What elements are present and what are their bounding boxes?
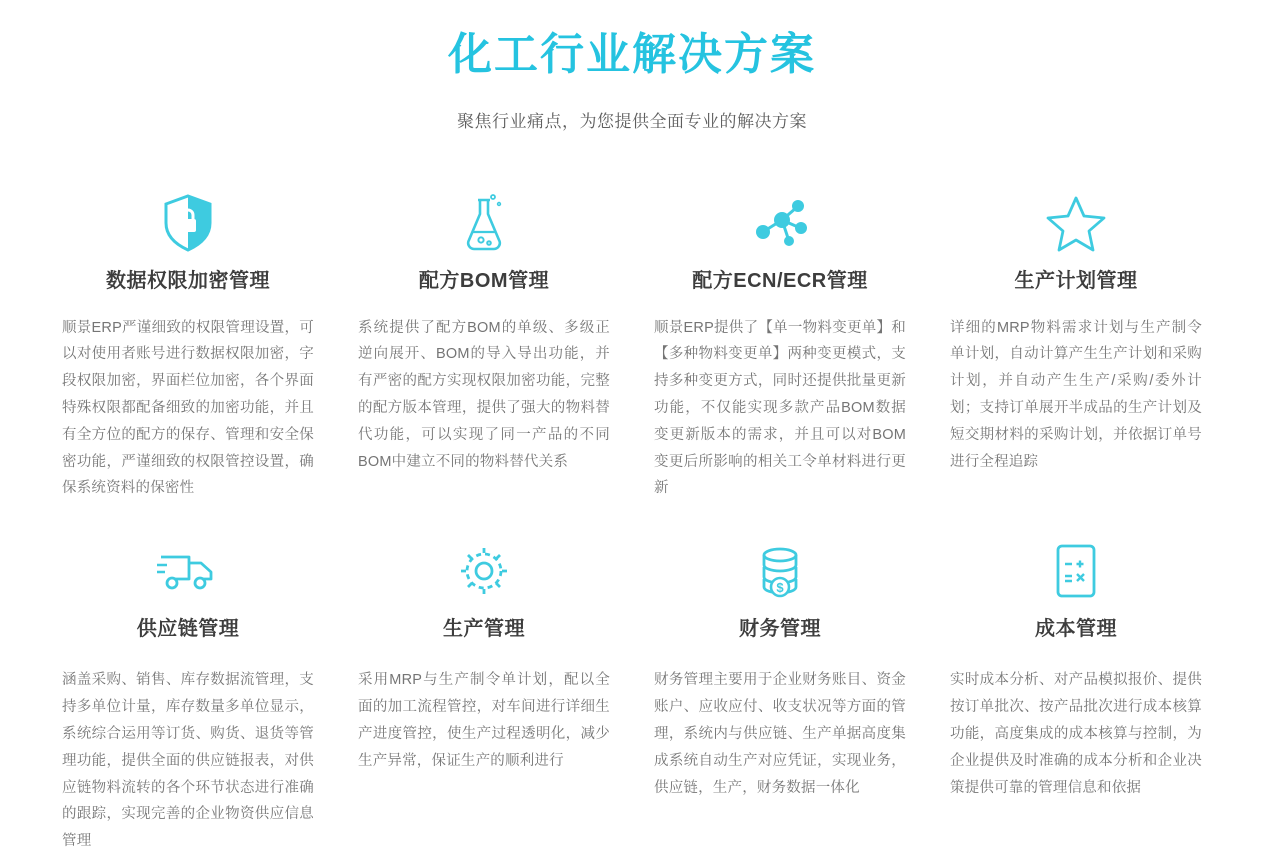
svg-text:$: $ bbox=[776, 580, 784, 596]
card-title: 数据权限加密管理 bbox=[106, 269, 270, 292]
solution-card bbox=[40, 190, 336, 503]
star-icon bbox=[950, 190, 1202, 256]
card-description: 顺景ERP严谨细致的权限管理设置，可以对使用者账号进行数据权限加密，字段权限加密，界面栏位加密，各个界面特殊权限都配备细致的加密功能，并且有全方位的配方的保存、管理和安全保密功能，严谨细致的权限管控设置，确保系统资料的保密性 bbox=[62, 319, 314, 497]
card-description: 涵盖采购、销售、库存数据流管理，支持多单位计量，库存数量多单位显示，系统综合运用等订货、购货、退货等管理功能，提供全面的供应链报表，对供应链物料流转的各个环节状态进行准确的跟踪，实现完善的企业物资供应信息管理 bbox=[62, 672, 314, 850]
solution-card bbox=[336, 190, 632, 503]
card-description: 采用MRP与生产制令单计划，配以全面的加工流程管控，对车间进行详细生产进度管控，使生产过程透明化，减少生产异常，保证生产的顺利进行 bbox=[358, 672, 610, 769]
page-title: 化工行业解决方案 bbox=[448, 30, 816, 79]
card-title: 配方BOM管理 bbox=[418, 269, 550, 292]
page-subtitle: 聚焦行业痛点，为您提供全面专业的解决方案 bbox=[457, 111, 807, 131]
card-title: 财务管理 bbox=[739, 618, 821, 641]
card-title: 生产计划管理 bbox=[1014, 269, 1138, 292]
card-title: 成本管理 bbox=[1035, 618, 1117, 641]
gear-icon bbox=[358, 538, 610, 604]
solution-card bbox=[928, 190, 1224, 503]
page-header bbox=[0, 0, 1264, 132]
solution-card bbox=[336, 538, 632, 855]
card-description: 财务管理主要用于企业财务账目、资金账户、应收应付、收支状况等方面的管理，系统内与供应链、生产单据高度集成系统自动生产对应凭证，实现业务，供应链，生产，财务数据一体化 bbox=[654, 672, 906, 796]
flask-icon bbox=[358, 190, 610, 256]
solution-card bbox=[928, 538, 1224, 855]
card-description: 顺景ERP提供了【单一物料变更单】和【多种物料变更单】两种变更模式，支持多种变更方式，同时还提供批量更新功能，不仅能实现多款产品BOM数据变更新版本的需求，并且可以对BOM变更后所影响的相关工令单材料进行更新 bbox=[654, 319, 906, 497]
card-description: 详细的MRP物料需求计划与生产制令单计划，自动计算产生生产计划和采购计划，并自动产生生产/采购/委外计划；支持订单展开半成品的生产计划及短交期材料的采购计划，并依据订单号进行全程追踪 bbox=[950, 319, 1202, 470]
shield-lock-icon bbox=[62, 190, 314, 256]
solution-card bbox=[40, 538, 336, 855]
card-description: 系统提供了配方BOM的单级、多级正逆向展开、BOM的导入导出功能，并有严密的配方实现权限加密功能，完整的配方版本管理，提供了强大的物料替代功能，可以实现了同一产品的不同BOM中建立不同的物料替代关系 bbox=[358, 319, 610, 470]
card-title: 供应链管理 bbox=[136, 618, 240, 641]
card-description: 实时成本分析、对产品模拟报价、提供按订单批次、按产品批次进行成本核算功能，高度集成的成本核算与控制，为企业提供及时准确的成本分析和企业决策提供可靠的管理信息和依据 bbox=[950, 672, 1202, 796]
card-title: 生产管理 bbox=[443, 618, 525, 641]
truck-icon bbox=[62, 538, 314, 604]
solution-card bbox=[632, 538, 928, 855]
molecule-icon bbox=[654, 190, 906, 256]
card-title: 配方ECN/ECR管理 bbox=[692, 269, 868, 292]
coins-dollar-icon bbox=[654, 538, 906, 604]
calculator-icon bbox=[950, 538, 1202, 604]
solution-card bbox=[632, 190, 928, 503]
solution-card-grid bbox=[0, 190, 1264, 855]
